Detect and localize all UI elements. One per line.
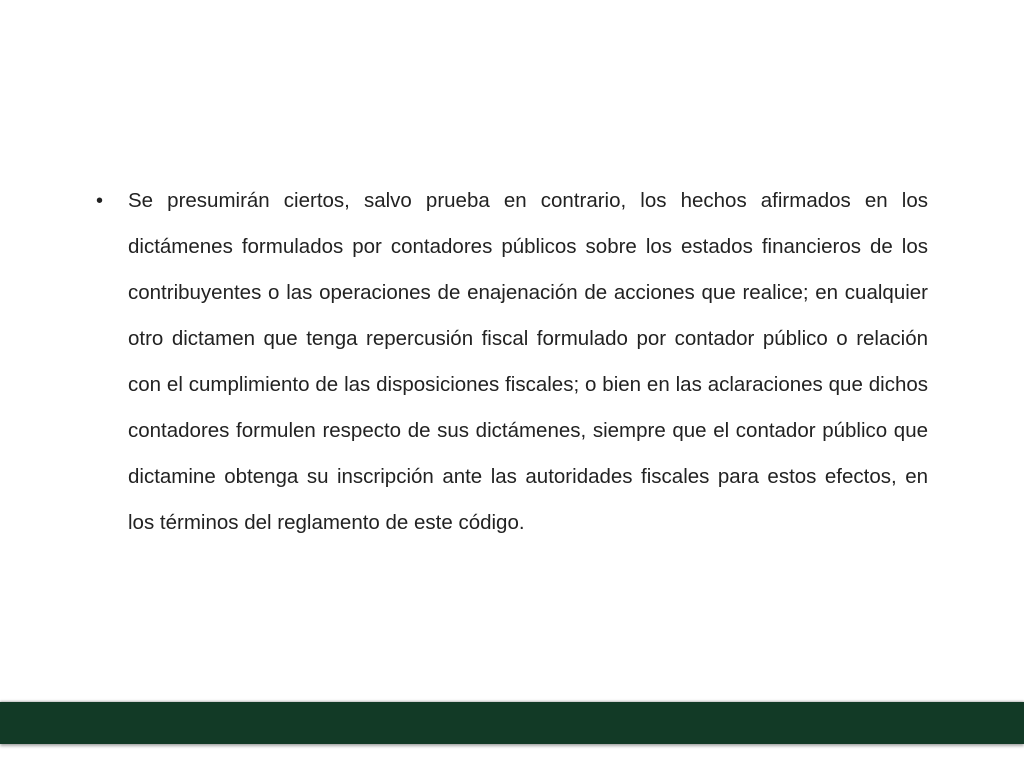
bullet-icon: • [96, 190, 104, 212]
footer-bar [0, 702, 1024, 744]
bullet-item [96, 178, 928, 546]
slide-content [96, 178, 928, 546]
bullet-text: Se presumirán ciertos, salvo prueba en contrario, los hechos afirmados en los dictámenes formulados por contadores públicos sobre los estados financieros de los contribuyentes o las operaciones de enajenación de acciones que realice; en cualquier otro dictamen que tenga repercusión fiscal formulado por contador público o relación con el cumplimiento de las disposiciones fiscales; o bien en las aclaraciones que dichos contadores formulen respecto de sus dictámenes, siempre que el contador público que dictamine obtenga su inscripción ante las autoridades fiscales para estos efectos, en los términos del reglamento de este código. [128, 189, 928, 534]
